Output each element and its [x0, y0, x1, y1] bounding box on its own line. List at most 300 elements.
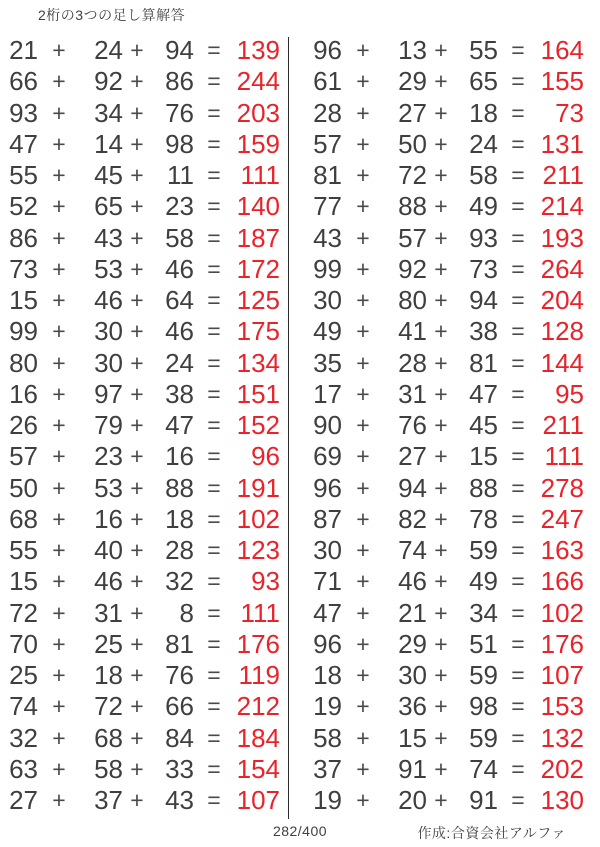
plus-sign: +: [356, 787, 370, 814]
plus-sign: +: [130, 287, 144, 314]
answer-value: 204: [540, 285, 584, 316]
plus-sign: +: [434, 537, 448, 564]
equation-column-left: [4, 35, 282, 816]
plus-sign: +: [356, 130, 370, 157]
equation-row: [4, 129, 282, 160]
operand-b: 68: [94, 722, 123, 753]
plus-sign: +: [434, 318, 448, 345]
operand-b: 40: [94, 535, 123, 566]
operand-a: 19: [313, 691, 342, 722]
operand-c: 45: [469, 410, 498, 441]
operand-b: 88: [398, 191, 427, 222]
plus-sign: +: [356, 68, 370, 95]
operand-b: 25: [94, 628, 123, 659]
plus-sign: +: [434, 224, 448, 251]
operand-a: 37: [313, 753, 342, 784]
plus-sign: +: [130, 505, 144, 532]
plus-sign: +: [130, 99, 144, 126]
plus-sign: +: [52, 505, 66, 532]
operand-a: 58: [313, 722, 342, 753]
plus-sign: +: [130, 68, 144, 95]
equation-row: [4, 754, 282, 785]
operand-c: 93: [469, 222, 498, 253]
operand-a: 52: [9, 191, 38, 222]
operand-a: 70: [9, 628, 38, 659]
equations-area: [0, 35, 600, 819]
equation-row: [4, 629, 282, 660]
operand-a: 30: [313, 535, 342, 566]
answer-value: 154: [236, 753, 280, 784]
equation-row: [308, 98, 586, 129]
plus-sign: +: [52, 68, 66, 95]
plus-sign: +: [434, 443, 448, 470]
answer-value: 111: [544, 441, 584, 472]
plus-sign: +: [52, 630, 66, 657]
plus-sign: +: [356, 287, 370, 314]
operand-b: 92: [398, 253, 427, 284]
equals-sign: =: [207, 443, 221, 470]
answer-value: 134: [236, 347, 280, 378]
operand-a: 81: [313, 160, 342, 191]
equals-sign: =: [207, 193, 221, 220]
plus-sign: +: [434, 287, 448, 314]
equation-row: [4, 223, 282, 254]
operand-a: 93: [9, 97, 38, 128]
operand-a: 90: [313, 410, 342, 441]
equals-sign: =: [511, 568, 525, 595]
operand-c: 32: [165, 566, 194, 597]
equals-sign: =: [207, 99, 221, 126]
plus-sign: +: [130, 599, 144, 626]
plus-sign: +: [52, 724, 66, 751]
column-divider: [288, 37, 289, 819]
operand-b: 94: [398, 472, 427, 503]
plus-sign: +: [130, 443, 144, 470]
plus-sign: +: [130, 724, 144, 751]
equals-sign: =: [207, 68, 221, 95]
plus-sign: +: [130, 662, 144, 689]
plus-sign: +: [130, 349, 144, 376]
equation-row: [4, 379, 282, 410]
equals-sign: =: [207, 693, 221, 720]
operand-a: 57: [313, 128, 342, 159]
equation-row: [308, 285, 586, 316]
operand-a: 47: [9, 128, 38, 159]
plus-sign: +: [356, 224, 370, 251]
equation-row: [308, 348, 586, 379]
equation-row: [308, 598, 586, 629]
equals-sign: =: [207, 630, 221, 657]
equals-sign: =: [207, 224, 221, 251]
plus-sign: +: [356, 630, 370, 657]
plus-sign: +: [356, 37, 370, 64]
operand-c: 66: [165, 691, 194, 722]
operand-a: 80: [9, 347, 38, 378]
operand-b: 41: [398, 316, 427, 347]
equation-row: [308, 160, 586, 191]
equals-sign: =: [511, 474, 525, 501]
equals-sign: =: [207, 349, 221, 376]
plus-sign: +: [52, 787, 66, 814]
equation-row: [308, 723, 586, 754]
answer-value: 203: [236, 97, 280, 128]
operand-b: 92: [94, 66, 123, 97]
operand-b: 29: [398, 66, 427, 97]
answer-value: 211: [542, 160, 584, 191]
plus-sign: +: [356, 537, 370, 564]
equation-row: [4, 691, 282, 722]
operand-c: 98: [165, 128, 194, 159]
equals-sign: =: [511, 255, 525, 282]
credit-text: 作成:合資会社アルファ: [417, 825, 566, 841]
operand-c: 65: [469, 66, 498, 97]
operand-a: 21: [9, 35, 38, 66]
equals-sign: =: [207, 474, 221, 501]
equation-row: [4, 723, 282, 754]
plus-sign: +: [52, 224, 66, 251]
operand-c: 58: [469, 160, 498, 191]
equals-sign: =: [511, 287, 525, 314]
answer-value: 139: [236, 35, 280, 66]
plus-sign: +: [52, 99, 66, 126]
operand-b: 72: [398, 160, 427, 191]
operand-a: 86: [9, 222, 38, 253]
plus-sign: +: [434, 255, 448, 282]
answer-value: 214: [540, 191, 584, 222]
plus-sign: +: [130, 130, 144, 157]
operand-c: 64: [165, 285, 194, 316]
operand-a: 55: [9, 160, 38, 191]
plus-sign: +: [356, 193, 370, 220]
operand-c: 49: [469, 566, 498, 597]
answer-value: 102: [540, 597, 584, 628]
plus-sign: +: [52, 287, 66, 314]
equation-row: [308, 566, 586, 597]
operand-b: 76: [398, 410, 427, 441]
equation-row: [308, 754, 586, 785]
plus-sign: +: [356, 443, 370, 470]
answer-value: 130: [540, 785, 584, 816]
plus-sign: +: [434, 99, 448, 126]
operand-c: 24: [165, 347, 194, 378]
operand-a: 77: [313, 191, 342, 222]
answer-value: 125: [236, 285, 280, 316]
plus-sign: +: [434, 193, 448, 220]
answer-value: 187: [236, 222, 280, 253]
operand-a: 63: [9, 753, 38, 784]
plus-sign: +: [356, 380, 370, 407]
operand-c: 55: [469, 35, 498, 66]
equals-sign: =: [207, 37, 221, 64]
equation-row: [308, 691, 586, 722]
operand-b: 46: [94, 566, 123, 597]
operand-b: 34: [94, 97, 123, 128]
operand-a: 61: [313, 66, 342, 97]
plus-sign: +: [356, 599, 370, 626]
operand-a: 99: [9, 316, 38, 347]
operand-b: 31: [94, 597, 123, 628]
equation-row: [4, 348, 282, 379]
equation-row: [4, 785, 282, 816]
answer-value: 95: [555, 378, 584, 409]
plus-sign: +: [356, 568, 370, 595]
plus-sign: +: [434, 412, 448, 439]
plus-sign: +: [434, 568, 448, 595]
equation-row: [4, 473, 282, 504]
plus-sign: +: [356, 255, 370, 282]
operand-b: 23: [94, 441, 123, 472]
operand-a: 71: [313, 566, 342, 597]
equation-row: [308, 191, 586, 222]
answer-value: 175: [236, 316, 280, 347]
plus-sign: +: [434, 787, 448, 814]
operand-a: 19: [313, 785, 342, 816]
plus-sign: +: [130, 37, 144, 64]
operand-a: 25: [9, 660, 38, 691]
equation-row: [4, 285, 282, 316]
equals-sign: =: [511, 99, 525, 126]
answer-value: 191: [236, 472, 280, 503]
page-title: 2桁の3つの足し算解答: [38, 7, 186, 23]
operand-a: 96: [313, 35, 342, 66]
equation-row: [4, 66, 282, 97]
equation-row: [308, 535, 586, 566]
operand-b: 30: [94, 347, 123, 378]
plus-sign: +: [52, 474, 66, 501]
equals-sign: =: [207, 255, 221, 282]
equation-row: [4, 98, 282, 129]
equals-sign: =: [207, 755, 221, 782]
operand-b: 27: [398, 97, 427, 128]
equals-sign: =: [207, 568, 221, 595]
operand-a: 30: [313, 285, 342, 316]
operand-a: 35: [313, 347, 342, 378]
plus-sign: +: [130, 162, 144, 189]
equation-row: [4, 504, 282, 535]
equals-sign: =: [207, 505, 221, 532]
operand-b: 53: [94, 253, 123, 284]
equation-row: [4, 410, 282, 441]
operand-c: 49: [469, 191, 498, 222]
plus-sign: +: [434, 505, 448, 532]
equals-sign: =: [511, 37, 525, 64]
answer-value: 211: [542, 410, 584, 441]
answer-value: 212: [236, 691, 280, 722]
operand-a: 57: [9, 441, 38, 472]
equals-sign: =: [207, 318, 221, 345]
equation-row: [308, 660, 586, 691]
operand-b: 28: [398, 347, 427, 378]
plus-sign: +: [52, 380, 66, 407]
equation-row: [4, 191, 282, 222]
plus-sign: +: [356, 505, 370, 532]
operand-c: 88: [469, 472, 498, 503]
plus-sign: +: [356, 99, 370, 126]
operand-c: 38: [469, 316, 498, 347]
plus-sign: +: [434, 662, 448, 689]
plus-sign: +: [356, 474, 370, 501]
equation-row: [308, 410, 586, 441]
answer-value: 111: [240, 597, 280, 628]
plus-sign: +: [130, 224, 144, 251]
equals-sign: =: [511, 537, 525, 564]
answer-value: 176: [236, 628, 280, 659]
plus-sign: +: [434, 130, 448, 157]
plus-sign: +: [434, 599, 448, 626]
operand-b: 46: [398, 566, 427, 597]
operand-c: 81: [469, 347, 498, 378]
equals-sign: =: [511, 224, 525, 251]
plus-sign: +: [130, 380, 144, 407]
answer-value: 202: [540, 753, 584, 784]
equals-sign: =: [207, 287, 221, 314]
plus-sign: +: [356, 693, 370, 720]
plus-sign: +: [130, 787, 144, 814]
operand-b: 45: [94, 160, 123, 191]
operand-c: 59: [469, 722, 498, 753]
plus-sign: +: [130, 755, 144, 782]
answer-value: 153: [540, 691, 584, 722]
operand-b: 65: [94, 191, 123, 222]
operand-c: 16: [165, 441, 194, 472]
plus-sign: +: [52, 568, 66, 595]
equals-sign: =: [207, 162, 221, 189]
operand-c: 11: [167, 160, 194, 191]
equals-sign: =: [207, 537, 221, 564]
equals-sign: =: [511, 755, 525, 782]
plus-sign: +: [130, 693, 144, 720]
answer-value: 107: [540, 660, 584, 691]
operand-a: 69: [313, 441, 342, 472]
plus-sign: +: [52, 37, 66, 64]
operand-b: 29: [398, 628, 427, 659]
operand-b: 31: [398, 378, 427, 409]
operand-b: 21: [398, 597, 427, 628]
operand-c: 88: [165, 472, 194, 503]
plus-sign: +: [434, 630, 448, 657]
operand-a: 17: [313, 378, 342, 409]
answer-value: 107: [236, 785, 280, 816]
operand-a: 16: [9, 378, 38, 409]
plus-sign: +: [130, 630, 144, 657]
operand-c: 91: [469, 785, 498, 816]
plus-sign: +: [434, 380, 448, 407]
operand-a: 99: [313, 253, 342, 284]
plus-sign: +: [130, 193, 144, 220]
equation-row: [308, 35, 586, 66]
operand-c: 18: [469, 97, 498, 128]
operand-b: 30: [94, 316, 123, 347]
equals-sign: =: [511, 630, 525, 657]
equation-row: [4, 598, 282, 629]
equals-sign: =: [207, 787, 221, 814]
operand-c: 8: [179, 597, 194, 628]
equation-row: [308, 473, 586, 504]
plus-sign: +: [52, 255, 66, 282]
operand-c: 58: [165, 222, 194, 253]
operand-c: 38: [165, 378, 194, 409]
plus-sign: +: [434, 162, 448, 189]
operand-c: 84: [165, 722, 194, 753]
equation-row: [308, 254, 586, 285]
equals-sign: =: [511, 724, 525, 751]
answer-value: 164: [540, 35, 584, 66]
answer-value: 132: [540, 722, 584, 753]
plus-sign: +: [130, 568, 144, 595]
operand-a: 96: [313, 628, 342, 659]
operand-c: 51: [469, 628, 498, 659]
operand-a: 96: [313, 472, 342, 503]
plus-sign: +: [434, 755, 448, 782]
equation-row: [308, 379, 586, 410]
answer-value: 73: [555, 97, 584, 128]
equals-sign: =: [511, 68, 525, 95]
operand-c: 33: [165, 753, 194, 784]
answer-value: 247: [540, 503, 584, 534]
answer-value: 155: [540, 66, 584, 97]
equation-column-right: [308, 35, 586, 816]
plus-sign: +: [52, 755, 66, 782]
answer-value: 128: [540, 316, 584, 347]
operand-c: 78: [469, 503, 498, 534]
answer-value: 244: [236, 66, 280, 97]
equals-sign: =: [207, 130, 221, 157]
plus-sign: +: [130, 412, 144, 439]
operand-b: 36: [398, 691, 427, 722]
equation-row: [4, 660, 282, 691]
plus-sign: +: [356, 162, 370, 189]
plus-sign: +: [130, 474, 144, 501]
equals-sign: =: [511, 193, 525, 220]
operand-b: 18: [94, 660, 123, 691]
plus-sign: +: [52, 130, 66, 157]
operand-c: 94: [165, 35, 194, 66]
operand-b: 74: [398, 535, 427, 566]
page-number: 282/400: [272, 823, 328, 839]
operand-c: 47: [469, 378, 498, 409]
equation-row: [4, 254, 282, 285]
plus-sign: +: [52, 318, 66, 345]
operand-c: 46: [165, 253, 194, 284]
operand-a: 15: [9, 566, 38, 597]
operand-c: 94: [469, 285, 498, 316]
operand-a: 72: [9, 597, 38, 628]
answer-value: 172: [236, 253, 280, 284]
plus-sign: +: [356, 412, 370, 439]
operand-b: 15: [398, 722, 427, 753]
plus-sign: +: [356, 318, 370, 345]
operand-b: 46: [94, 285, 123, 316]
operand-a: 32: [9, 722, 38, 753]
operand-a: 15: [9, 285, 38, 316]
operand-a: 47: [313, 597, 342, 628]
operand-a: 26: [9, 410, 38, 441]
answer-value: 264: [540, 253, 584, 284]
equation-row: [308, 441, 586, 472]
answer-value: 102: [236, 503, 280, 534]
answer-value: 176: [540, 628, 584, 659]
plus-sign: +: [356, 724, 370, 751]
equals-sign: =: [207, 412, 221, 439]
operand-b: 43: [94, 222, 123, 253]
equals-sign: =: [511, 693, 525, 720]
plus-sign: +: [130, 318, 144, 345]
operand-b: 57: [398, 222, 427, 253]
operand-b: 13: [398, 35, 427, 66]
equals-sign: =: [511, 599, 525, 626]
operand-b: 53: [94, 472, 123, 503]
operand-c: 15: [469, 441, 498, 472]
